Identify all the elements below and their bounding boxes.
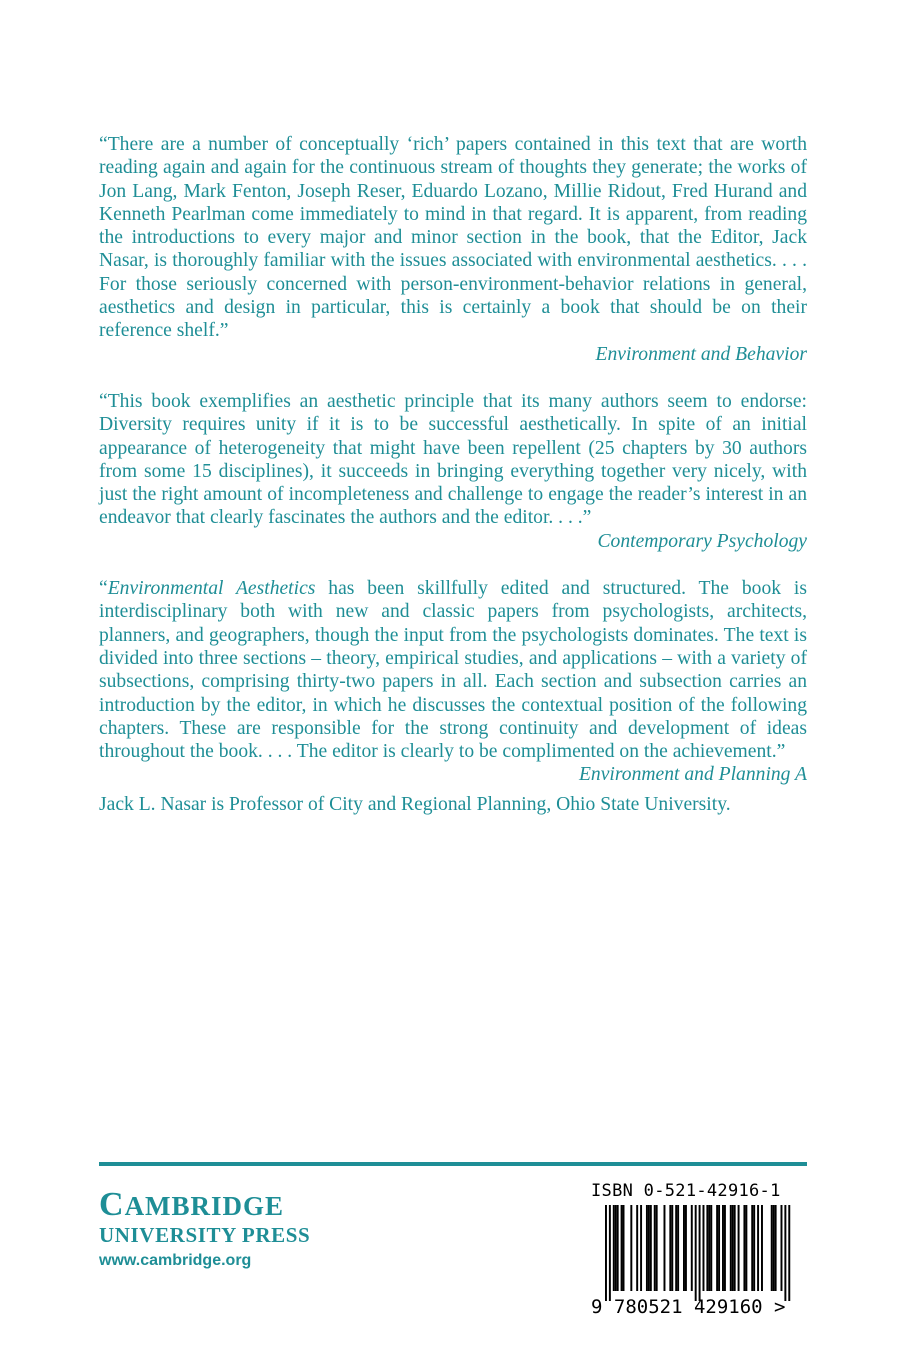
barcode-bar (703, 1205, 705, 1291)
barcode-bar (781, 1205, 783, 1291)
barcode-bar (775, 1205, 777, 1291)
author-note: Jack L. Nasar is Professor of City and Regional Planning, Ohio State University. (99, 794, 731, 816)
barcode-bar (623, 1205, 625, 1291)
barcode-bar (718, 1205, 720, 1291)
barcode-bar (788, 1205, 790, 1301)
publisher-name: CAMBRIDGE (99, 1186, 285, 1223)
barcode-bar (761, 1205, 763, 1291)
barcode-bar (685, 1205, 687, 1291)
barcode-bar (648, 1205, 650, 1291)
barcode-bar (656, 1205, 658, 1291)
barcode-bar (722, 1205, 724, 1291)
review-quote-body: has been skillfully edited and structured. The book is interdisciplinary both with new and classic papers from psychologists, architects, planners, and geographers, though the input from the psychologists dominates. The text is divided into three sections – theory, empirical studies, and applications – with a variety of subsections, comprising thirty-two papers in all. Each section and subsection carries an introduction by the editor, in which he discusses the contextual position of the following chapters. These are responsible for the strong continuity and development of ideas throughout the book. . . . The editor is clearly to be complimented on the achievement.” (99, 578, 807, 763)
barcode-bar (753, 1205, 755, 1291)
barcode-bar (654, 1205, 656, 1291)
barcode-bar (636, 1205, 638, 1291)
barcode-bar (710, 1205, 712, 1291)
barcode-bar (605, 1205, 607, 1301)
barcode-bar (732, 1205, 734, 1291)
barcode-bar (730, 1205, 732, 1291)
barcode-bar (734, 1205, 736, 1291)
barcode-bar (613, 1205, 615, 1291)
barcode-digits: 9 780521 429160 > (591, 1296, 786, 1317)
barcode-bar (716, 1205, 718, 1291)
barcode-bar (691, 1205, 693, 1291)
barcode-bar (751, 1205, 753, 1291)
isbn-label: ISBN 0-521-42916-1 (591, 1181, 781, 1201)
barcode-bar (646, 1205, 648, 1291)
barcode-bar (621, 1205, 623, 1291)
divider-rule (99, 1162, 807, 1166)
barcode (591, 1205, 807, 1317)
back-cover-text (99, 133, 807, 817)
barcode-bar (630, 1205, 632, 1291)
barcode-bar (683, 1205, 685, 1291)
barcode-bar (671, 1205, 673, 1291)
barcode-bar (669, 1205, 671, 1291)
barcode-bar (675, 1205, 677, 1291)
barcode-bar (784, 1205, 786, 1301)
barcode-bar (615, 1205, 617, 1291)
publisher-logo (99, 1187, 310, 1273)
barcode-bar (609, 1205, 611, 1301)
barcode-bar (745, 1205, 747, 1291)
review-source: Environment and Planning A (578, 764, 807, 786)
barcode-bar (650, 1205, 652, 1291)
publisher-url: www.cambridge.org (99, 1252, 252, 1269)
barcode-bar (738, 1205, 740, 1291)
isbn-block (591, 1180, 807, 1317)
barcode-bar (664, 1205, 666, 1291)
barcode-bar (706, 1205, 708, 1291)
quote-open-mark: “ (99, 578, 108, 600)
review-source: Environment and Behavior (595, 343, 807, 365)
barcode-bar (743, 1205, 745, 1291)
barcode-bar (617, 1205, 619, 1291)
review-quote (99, 577, 807, 786)
barcode-bar (695, 1205, 697, 1301)
barcode-bar (699, 1205, 701, 1301)
barcode-bar (708, 1205, 710, 1291)
barcode-bar (773, 1205, 775, 1291)
publisher-subtitle: UNIVERSITY PRESS (99, 1223, 311, 1247)
barcode-bar (640, 1205, 642, 1291)
barcode-bar (677, 1205, 679, 1291)
book-title: Environmental Aesthetics (107, 578, 316, 600)
barcode-bar (771, 1205, 773, 1291)
barcode-bar (757, 1205, 759, 1291)
review-quote: “This book exemplifies an aesthetic principle that its many authors seem to endorse: Diversity requires unity if it is to be successful aesthetically. In spite of an initial appearance of heterogeneity that might have been repellent (25 chapters by 30 authors from some 15 disciplines), it succeeds in bringing everything together very nicely, with just the right amount of incompleteness and challenge to engage the reader’s interest in an endeavor that clearly fascinates the authors and the editor. . . .” (99, 390, 807, 529)
barcode-bar (724, 1205, 726, 1291)
review-quote: “There are a number of conceptually ‘rich’ papers contained in this text that are worth reading again and again for the continuous stream of thoughts they generate; the works of Jon Lang, Mark Fenton, Joseph Reser, Eduardo Lozano, Millie Ridout, Fred Hurand and Kenneth Pearlman come immediately to mind in that regard. It is apparent, from reading the introductions to every major and minor section in the book, that the Editor, Jack Nasar, is thoroughly familiar with the issues associated with environmental aesthetics. . . . For those seriously concerned with person-environment-behavior relations in general, aesthetics and design in particular, this is certainly a book that should be on their reference shelf.” (99, 134, 807, 342)
review-source: Contemporary Psychology (597, 530, 807, 552)
